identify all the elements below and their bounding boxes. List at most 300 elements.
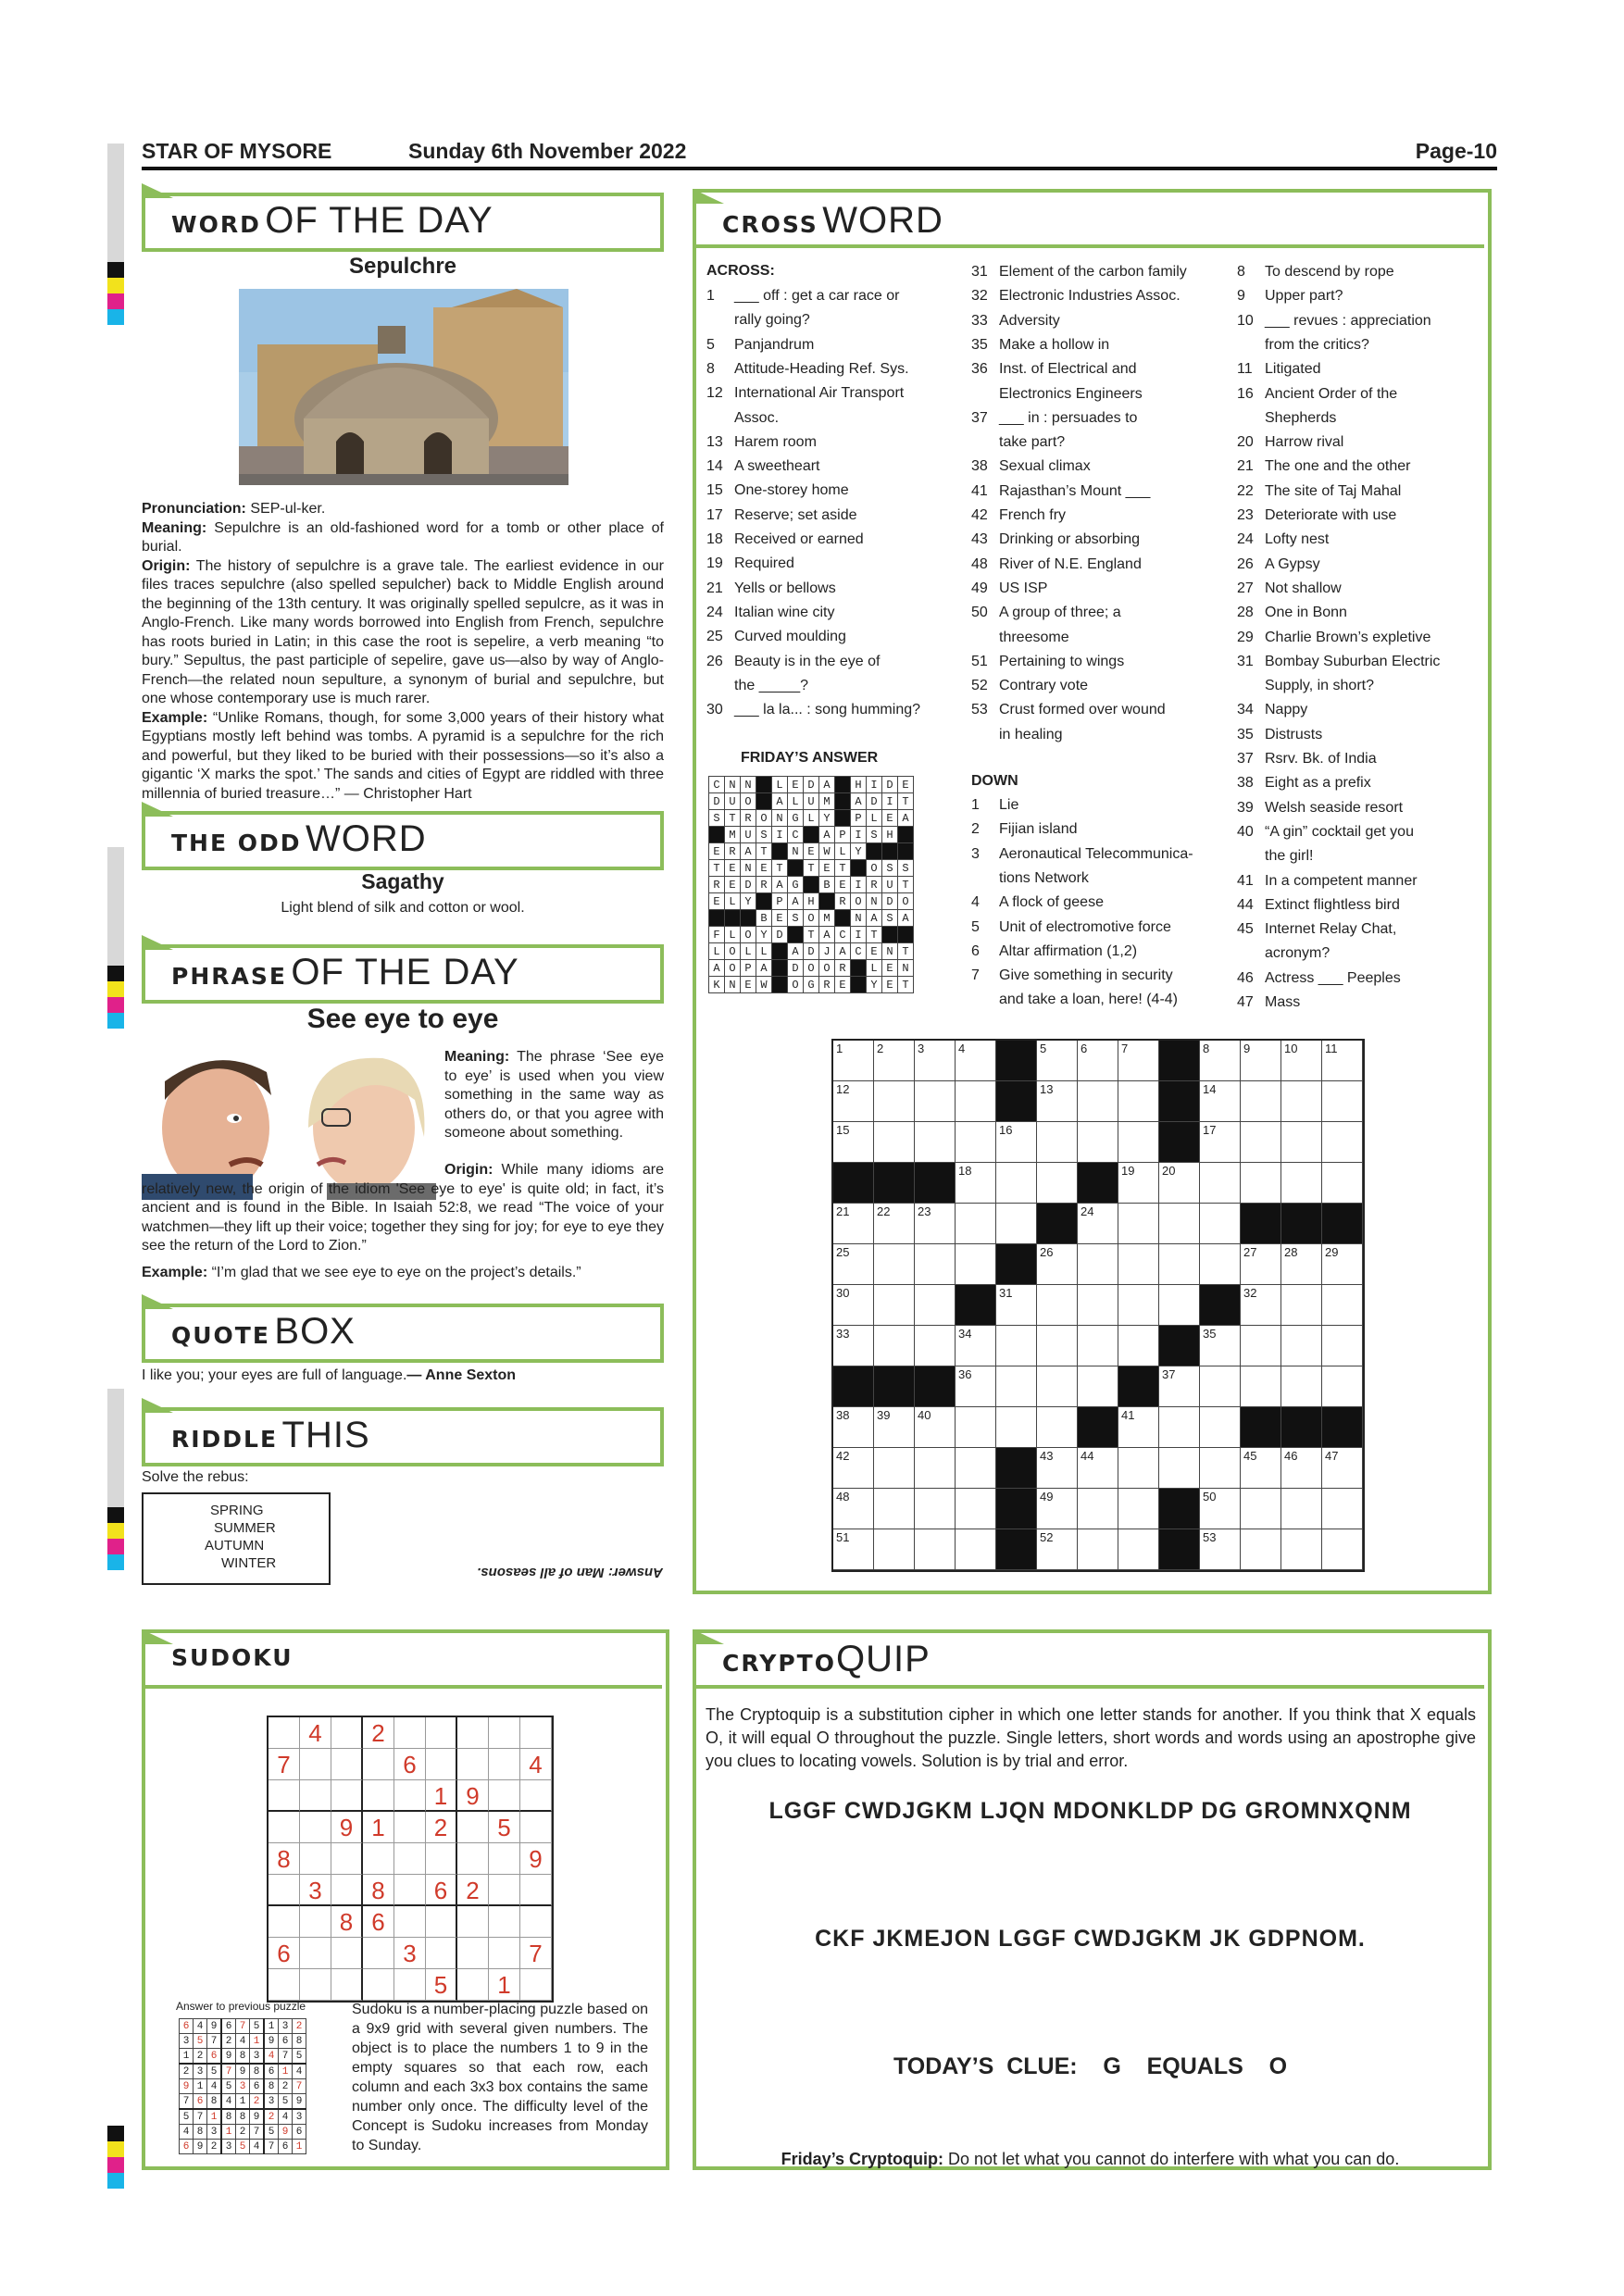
sudoku-cell[interactable] [457,1938,489,1969]
crossword-cell[interactable] [996,1407,1037,1448]
down-label: DOWN [971,773,1018,789]
crossword-cell[interactable] [833,1285,874,1326]
clue-item [971,480,1150,504]
answer-cell: K [709,977,725,993]
crossword-cell[interactable] [1037,1285,1078,1326]
crossword-cell[interactable] [1118,1244,1159,1285]
sudoku-cell[interactable] [520,1969,552,2001]
crossword-cell[interactable] [1281,1326,1322,1366]
crossword-cell[interactable] [1159,1285,1200,1326]
phrase-meaning: The phrase ‘See eye to eye’ is used when you view something in the same way as others do, or that you agree with someone about something. [444,1049,664,1141]
crossword-cell[interactable] [1322,1448,1363,1489]
crossword-cell[interactable] [956,1204,996,1244]
clue-item [1237,528,1329,552]
answer-cell: T [756,843,772,860]
crossword-cell[interactable] [1159,1244,1200,1285]
clue-number: 35 [971,336,988,353]
clue-text: from the critics? [1265,336,1369,353]
sudoku-cell[interactable] [394,1812,426,1843]
crossword-cell[interactable] [1241,1366,1281,1407]
crossword-cell[interactable] [1118,1285,1159,1326]
crossword-cell[interactable] [1241,1489,1281,1529]
crossword-cell[interactable] [1281,1285,1322,1326]
sudoku-cell[interactable] [363,1938,394,1969]
crossword-cell[interactable] [874,1448,915,1489]
crossword-cell[interactable] [956,1366,996,1407]
answer-digit: 9 [250,2109,265,2125]
answer-cell: D [882,893,898,910]
sudoku-cell[interactable] [269,1780,300,1812]
crossword-cell[interactable] [1241,1285,1281,1326]
sudoku-cell[interactable] [457,1717,489,1749]
crossword-cell[interactable] [1078,1529,1118,1570]
sudoku-cell[interactable] [300,1749,331,1780]
sudoku-cell[interactable] [363,1843,394,1875]
crossword-black-cell [874,1163,915,1204]
crossword-cell[interactable] [1078,1366,1118,1407]
crossword-black-cell [833,1366,874,1407]
crossword-cell[interactable] [1322,1081,1363,1122]
crossword-cell[interactable] [1322,1366,1363,1407]
crossword-cell[interactable] [1281,1081,1322,1122]
answer-digit: 6 [293,2125,306,2140]
answer-cell: R [867,877,882,893]
crossword-cell[interactable] [1037,1081,1078,1122]
crossword-cell[interactable] [1118,1122,1159,1163]
answer-digit: 3 [207,2125,222,2140]
crossword-black-cell [1322,1204,1363,1244]
sudoku-cell[interactable] [269,1717,300,1749]
answer-digit: 6 [180,2140,194,2154]
crossword-cell[interactable] [1281,1041,1322,1081]
sudoku-cell[interactable] [489,1717,520,1749]
sudoku-cell[interactable] [300,1812,331,1843]
clue-text: tions Network [999,869,1089,886]
crossword-cell[interactable] [956,1489,996,1529]
crossword-cell[interactable] [1118,1081,1159,1122]
clue-item [971,867,1089,891]
print-mark-magenta [107,997,124,1013]
clue-number: 13 [706,433,723,450]
crossword-cell[interactable] [1118,1529,1159,1570]
sudoku-cell[interactable] [520,1717,552,1749]
crossword-cell[interactable] [833,1041,874,1081]
crossword-cell[interactable] [1159,1448,1200,1489]
sudoku-cell[interactable] [300,1843,331,1875]
clue-text: Crust formed over wound [999,702,1166,718]
crossword-cell[interactable] [915,1122,956,1163]
sudoku-cell[interactable] [300,1969,331,2001]
sudoku-cell: 1 [426,1780,457,1812]
clue-number: 4 [971,894,980,911]
clue-text: Bombay Suburban Electric [1265,653,1441,669]
sudoku-cell[interactable] [394,1906,426,1938]
crossword-cell[interactable] [956,1041,996,1081]
crossword-black-cell [1322,1407,1363,1448]
cell-number: 53 [1203,1530,1217,1544]
issue-date: Sunday 6th November 2022 [408,139,687,163]
crossword-cell[interactable] [996,1326,1037,1366]
sudoku-cell[interactable] [269,1875,300,1906]
crossword-cell[interactable] [874,1081,915,1122]
sudoku-cell[interactable] [269,1969,300,2001]
clue-item [1237,967,1401,991]
crossword-cell[interactable] [915,1081,956,1122]
crossword-cell[interactable] [915,1326,956,1366]
sudoku-cell[interactable] [394,1780,426,1812]
answer-cell: A [898,910,914,927]
crossword-cell[interactable] [833,1244,874,1285]
crossword-cell[interactable] [833,1122,874,1163]
clue-text: “A gin” cocktail get you [1265,823,1414,840]
crossword-cell[interactable] [996,1122,1037,1163]
sudoku-cell[interactable] [269,1812,300,1843]
crossword-cell[interactable] [1078,1041,1118,1081]
clue-text: Rajasthan’s Mount ___ [999,482,1151,499]
crossword-cell[interactable] [1322,1326,1363,1366]
crossword-cell[interactable] [1037,1122,1078,1163]
sudoku-cell[interactable] [300,1906,331,1938]
answer-cell: I [772,827,788,843]
crossword-cell[interactable] [1281,1122,1322,1163]
crossword-cell[interactable] [833,1407,874,1448]
crossword-cell[interactable] [1037,1529,1078,1570]
answer-cell: N [898,960,914,977]
crossword-cell[interactable] [996,1285,1037,1326]
crossword-cell[interactable] [915,1448,956,1489]
sudoku-cell[interactable] [331,1717,363,1749]
sudoku-cell[interactable] [426,1906,457,1938]
clue-item [1237,455,1410,479]
answer-digit: 7 [194,2109,207,2125]
clue-text: Electronics Engineers [999,385,1143,402]
answer-cell: N [725,977,741,993]
clue-text: Mass [1265,994,1301,1010]
answer-cell: O [756,810,772,827]
crossword-cell[interactable] [1118,1448,1159,1489]
clue-text: Required [734,555,794,572]
sudoku-cell[interactable] [520,1780,552,1812]
answer-digit: 3 [221,2140,236,2154]
crossword-cell[interactable] [1241,1244,1281,1285]
sudoku-cell[interactable] [331,1875,363,1906]
clue-item [971,455,1091,479]
crossword-cell[interactable] [1322,1285,1363,1326]
sudoku-cell[interactable] [300,1938,331,1969]
print-mark-cyan [107,1554,124,1570]
crossword-cell[interactable] [1200,1326,1241,1366]
crossword-cell[interactable] [1200,1122,1241,1163]
crossword-cell[interactable] [1241,1122,1281,1163]
sudoku-cell[interactable] [489,1906,520,1938]
crossword-cell[interactable] [874,1244,915,1285]
answer-cell: S [709,810,725,827]
clue-item [971,674,1088,698]
clue-item [1237,260,1394,284]
print-mark-cyan [107,1013,124,1029]
sudoku-cell[interactable] [457,1843,489,1875]
crossword-cell[interactable] [1037,1041,1078,1081]
answer-digit: 7 [279,2049,293,2065]
clue-item [1237,820,1414,844]
crossword-cell[interactable] [1200,1244,1241,1285]
sudoku-cell[interactable] [331,1780,363,1812]
crossword-cell[interactable] [833,1448,874,1489]
crossword-cell[interactable] [1241,1326,1281,1366]
crossword-grid[interactable] [831,1039,1365,1572]
crossword-cell[interactable] [915,1041,956,1081]
clue-text: Charlie Brown’s expletive [1265,629,1431,645]
sudoku-cell[interactable] [331,1749,363,1780]
crossword-cell[interactable] [1281,1366,1322,1407]
clue-item [1237,382,1397,406]
crossword-cell[interactable] [874,1041,915,1081]
crossword-cell[interactable] [1281,1163,1322,1204]
answer-cell: I [851,927,867,943]
crossword-cell[interactable] [915,1204,956,1244]
crossword-cell[interactable] [956,1448,996,1489]
answer-cell [756,777,772,793]
crossword-cell[interactable] [1078,1326,1118,1366]
sudoku-cell: 3 [394,1938,426,1969]
sudoku-cell[interactable] [489,1938,520,1969]
answer-digit: 7 [221,2064,236,2079]
crossword-cell[interactable] [874,1326,915,1366]
sudoku-cell[interactable] [426,1843,457,1875]
phrase-origin: While many idioms are relatively new, the origin of the idiom 'See eye to eye' is quite old; in fact, it’s ancient and is found in the Bible. In Isaiah 52:8, we read “The voice of your watchmen—they lift up their voice; together they sing for joy; for eye to eye they see the return of the Lord to Zion.” [142,1162,664,1254]
cell-number: 20 [1162,1164,1176,1178]
crossword-cell[interactable] [1200,1489,1241,1529]
sudoku-cell[interactable] [394,1843,426,1875]
crossword-cell[interactable] [1159,1366,1200,1407]
answer-digit: 9 [264,2034,279,2049]
crossword-cell[interactable] [1200,1041,1241,1081]
crossword-cell[interactable] [956,1529,996,1570]
crossword-cell[interactable] [1241,1163,1281,1204]
clue-number: 31 [971,264,988,280]
clue-number: 29 [1237,629,1254,645]
crossword-cell[interactable] [874,1122,915,1163]
crossword-cell[interactable] [996,1366,1037,1407]
answer-digit: 3 [250,2049,265,2065]
answer-cell: D [741,877,756,893]
crossword-cell[interactable] [1078,1448,1118,1489]
sudoku-cell[interactable] [457,1812,489,1843]
sudoku-cell[interactable] [457,1749,489,1780]
answer-digit: 2 [194,2049,207,2065]
sudoku-grid[interactable] [267,1716,554,2003]
clue-number: 50 [971,605,988,621]
clue-number: 41 [1237,872,1254,889]
sudoku-cell[interactable] [489,1875,520,1906]
crossword-cell[interactable] [1200,1448,1241,1489]
clue-item [706,381,904,406]
crossword-cell[interactable] [1037,1244,1078,1285]
clue-text: Curved moulding [734,629,846,645]
crossword-cell[interactable] [1118,1489,1159,1529]
crossword-cell[interactable] [1241,1081,1281,1122]
crossword-cell[interactable] [1322,1489,1363,1529]
crossword-cell[interactable] [956,1407,996,1448]
crossword-cell[interactable] [1078,1081,1118,1122]
clue-text: rally going? [734,312,810,329]
sudoku-cell[interactable] [331,1938,363,1969]
sudoku-cell[interactable] [489,1780,520,1812]
crossword-cell[interactable] [1159,1163,1200,1204]
sudoku-cell[interactable] [363,1969,394,2001]
sudoku-cell[interactable] [520,1906,552,1938]
crossword-cell[interactable] [956,1122,996,1163]
cell-number: 52 [1040,1530,1054,1544]
crossword-cell[interactable] [833,1326,874,1366]
crossword-cell[interactable] [874,1529,915,1570]
clue-number: 1 [971,797,980,813]
crossword-cell[interactable] [1078,1489,1118,1529]
cell-number: 4 [958,1042,966,1055]
crossword-cell[interactable] [1322,1122,1363,1163]
answer-cell [709,910,725,927]
crossword-cell[interactable] [915,1407,956,1448]
cell-number: 28 [1284,1245,1298,1259]
answer-digit: 1 [250,2034,265,2049]
crossword-cell[interactable] [833,1204,874,1244]
sudoku-cell[interactable] [426,1749,457,1780]
crossword-cell[interactable] [996,1204,1037,1244]
crossword-cell[interactable] [1241,1041,1281,1081]
crossword-cell[interactable] [874,1489,915,1529]
crossword-cell[interactable] [1281,1489,1322,1529]
clue-number: 38 [1237,775,1254,792]
clue-number: 30 [706,702,723,718]
crossword-cell[interactable] [1037,1366,1078,1407]
crossword-cell[interactable] [1078,1122,1118,1163]
crossword-cell[interactable] [1200,1407,1241,1448]
crossword-cell[interactable] [1241,1448,1281,1489]
crossword-cell[interactable] [915,1529,956,1570]
crossword-cell[interactable] [1200,1529,1241,1570]
answer-digit: 7 [250,2125,265,2140]
crossword-cell[interactable] [1281,1244,1322,1285]
crossword-cell[interactable] [1200,1366,1241,1407]
crossword-cell[interactable] [1159,1407,1200,1448]
crossword-cell[interactable] [874,1285,915,1326]
clue-text: Deteriorate with use [1265,507,1397,523]
sudoku-cell[interactable] [489,1843,520,1875]
crossword-cell[interactable] [1322,1041,1363,1081]
crossword-cell[interactable] [1200,1081,1241,1122]
crossword-cell[interactable] [1241,1529,1281,1570]
crossword-cell[interactable] [1078,1285,1118,1326]
sudoku-cell[interactable] [426,1938,457,1969]
cell-number: 22 [877,1204,891,1218]
sudoku-cell[interactable] [300,1780,331,1812]
sudoku-cell[interactable] [457,1969,489,2001]
sudoku-cell[interactable] [520,1812,552,1843]
answer-cell: D [709,793,725,810]
crossword-cell[interactable] [1037,1407,1078,1448]
crossword-cell[interactable] [1037,1489,1078,1529]
crossword-cell[interactable] [833,1529,874,1570]
sudoku-cell[interactable] [457,1906,489,1938]
crossword-black-cell [833,1163,874,1204]
crossword-cell[interactable] [833,1081,874,1122]
crossword-cell[interactable] [1078,1244,1118,1285]
answer-cell: O [741,927,756,943]
crossword-cell[interactable] [1037,1163,1078,1204]
crossword-cell[interactable] [874,1407,915,1448]
answer-digit: 8 [236,2049,250,2065]
sudoku-cell[interactable] [394,1969,426,2001]
crossword-cell[interactable] [1118,1163,1159,1204]
sudoku-cell[interactable] [520,1875,552,1906]
answer-digit: 4 [279,2109,293,2125]
crossword-cell[interactable] [915,1244,956,1285]
sudoku-cell[interactable] [394,1875,426,1906]
crossword-cell[interactable] [1322,1529,1363,1570]
crossword-cell[interactable] [1281,1529,1322,1570]
crossword-cell[interactable] [1200,1163,1241,1204]
crossword-cell[interactable] [833,1489,874,1529]
crossword-cell[interactable] [1200,1204,1241,1244]
sudoku-cell[interactable] [331,1969,363,2001]
answer-cell: I [851,877,867,893]
crossword-cell[interactable] [1159,1204,1200,1244]
sudoku-cell[interactable] [331,1843,363,1875]
answer-cell: L [709,943,725,960]
crossword-cell[interactable] [915,1285,956,1326]
cell-number: 45 [1243,1449,1257,1463]
crossword-cell[interactable] [1118,1041,1159,1081]
sudoku-cell[interactable] [489,1749,520,1780]
sudoku-cell[interactable] [426,1717,457,1749]
crossword-cell[interactable] [915,1489,956,1529]
answer-cell: M [725,827,741,843]
cell-number: 42 [836,1449,850,1463]
crossword-cell[interactable] [1118,1204,1159,1244]
sudoku-cell: 4 [300,1717,331,1749]
crossword-cell[interactable] [1037,1448,1078,1489]
crossword-cell[interactable] [1322,1244,1363,1285]
origin: The history of sepulchre is a grave tale. The earliest evidence in our files traces sepulchre (also spelled sepulcher) back to Middle English around the beginning of the 13th century. It was originally spelled sepulcre, as it was in Anglo-French. Like many words borrowed into English from French, sepulchre has roots buried in Latin; in this case the root is sepelire, a verb meaning “to bury.” Sepultus, the past participle of sepelire, gave us—also by way of Anglo-French—the related noun sepulture, a synonym of burial and sepulchre, but one whose contemporary use is much rarer. [142,557,665,706]
crossword-cell[interactable] [1118,1326,1159,1366]
crossword-cell[interactable] [956,1163,996,1204]
sudoku-cell[interactable] [269,1906,300,1938]
clue-number: 21 [706,580,723,596]
crossword-cell[interactable] [874,1204,915,1244]
crossword-cell[interactable] [956,1081,996,1122]
crossword-cell[interactable] [956,1326,996,1366]
clue-text: Ancient Order of the [1265,385,1398,402]
crossword-cell[interactable] [1037,1326,1078,1366]
crossword-cell[interactable] [1078,1204,1118,1244]
sudoku-cell[interactable] [363,1749,394,1780]
crossword-cell[interactable] [1281,1448,1322,1489]
clue-number: 8 [706,360,715,377]
crossword-cell[interactable] [996,1163,1037,1204]
answer-digit: 3 [264,2094,279,2110]
clue-text: acronym? [1265,945,1330,962]
crossword-cell[interactable] [956,1244,996,1285]
answer-cell: E [882,810,898,827]
sudoku-cell[interactable] [394,1717,426,1749]
clue-item [706,698,920,722]
answer-cell: C [835,927,851,943]
sudoku-cell: 2 [457,1875,489,1906]
clue-text: The site of Taj Mahal [1265,482,1402,499]
sudoku-cell[interactable] [363,1780,394,1812]
crossword-cell[interactable] [1322,1163,1363,1204]
crossword-cell[interactable] [1118,1407,1159,1448]
